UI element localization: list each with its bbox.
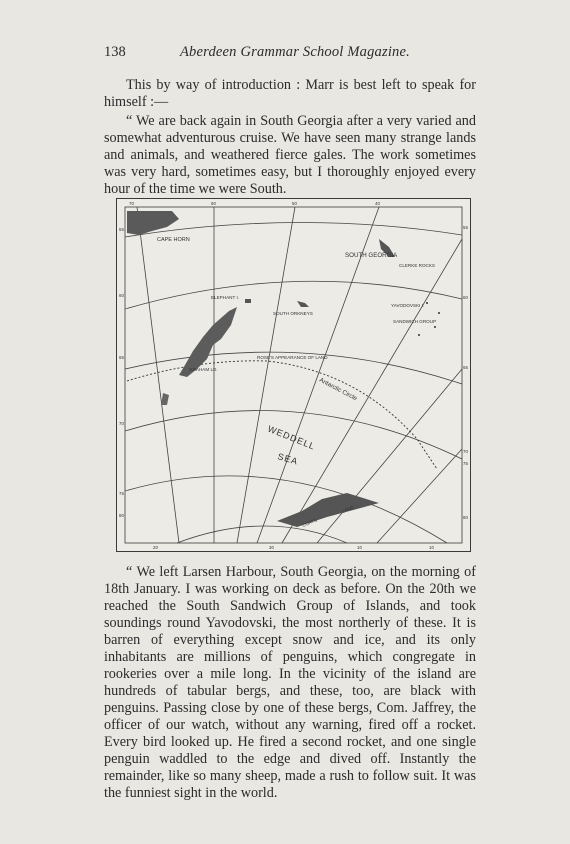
- label-graham-land: GRAHAM LD.: [189, 367, 218, 372]
- deg-right-4: 70: [463, 449, 468, 454]
- deg-right-2: 60: [463, 295, 468, 300]
- deg-top-2: 60: [211, 201, 216, 206]
- label-south-georgia: SOUTH GEORGIA: [345, 252, 398, 259]
- label-coats: COATS: [301, 517, 318, 528]
- label-elephant: ELEPHANT I.: [211, 295, 239, 300]
- label-clerke-rocks: CLERKE ROCKS: [399, 263, 435, 268]
- label-land: LAND: [341, 504, 355, 514]
- cape-horn-land: [127, 211, 179, 235]
- meridian-3: [237, 207, 295, 543]
- quote-2-text: “ We left Larsen Harbour, South Georgia, on the morning of 18th January. I was working on deck as before. On the 20th we reached the South Sandwich Group of Islands, and took soundings round Yavodovski, the most northerly of these. It is barren of everything except snow and ice, and its only inhabitants are millions of penguins, which congregate in rookeries over a mile long. In the vicinity of the island are hundreds of tabular bergs, and these, too, are black with penguins. Passing close by one of these bergs, Com. Jaffrey, the officer of our watch, without any warning, fired off a rocket. Every bird looked up. He fired a second rocket, and one single penguin waddled to the edge and dived off. Instantly the remainder, like so many sheep, made a rush to follow suit. It was the funniest sight in the world.: [104, 564, 476, 801]
- label-yavodovski: YAVODOVSKI I.: [391, 303, 425, 308]
- deg-left-4: 70: [119, 421, 124, 426]
- deg-right-3: 65: [463, 365, 468, 370]
- deg-bottom-1: 20: [153, 545, 158, 550]
- map-drawing: [117, 199, 470, 551]
- quote-1-text: “ We are back again in South Georgia after a very varied and somewhat adventurous cruise. We have seen many strange lands and animals, and weathered fierce gales. The work sometimes was very hard, sometimes easy, but I thoroughly enjoyed every hour of the time we were South.: [104, 113, 476, 197]
- deg-left-6: 80: [119, 513, 124, 518]
- antarctic-map: [116, 198, 471, 552]
- page-number: 138: [104, 44, 126, 60]
- deg-top-1: 70: [129, 201, 134, 206]
- deg-top-4: 40: [375, 201, 380, 206]
- latitude-lines: [125, 222, 462, 543]
- map-inner-frame: [125, 207, 462, 543]
- meridian-6: [317, 369, 462, 543]
- meridian-5: [282, 239, 462, 543]
- lat-55: [125, 222, 462, 237]
- deg-left-1: 55: [119, 227, 124, 232]
- south-orkneys-land: [297, 301, 309, 307]
- meridian-7: [377, 449, 462, 543]
- deg-left-2: 60: [119, 293, 124, 298]
- graham-land-islet: [161, 393, 169, 405]
- deg-bottom-3: 10: [357, 545, 362, 550]
- quote-paragraph-1: [104, 113, 476, 198]
- lat-75: [125, 476, 447, 543]
- deg-bottom-4: 10: [429, 545, 434, 550]
- deg-left-5: 75: [119, 491, 124, 496]
- label-cape-horn: CAPE HORN: [157, 237, 190, 243]
- deg-right-6: 80: [463, 515, 468, 520]
- coats-land: [277, 493, 379, 527]
- deg-bottom-2: 30: [269, 545, 274, 550]
- meridian-1: [137, 207, 179, 543]
- elephant-island-land: [245, 299, 251, 303]
- label-antarctic-circle: Antarctic Circle: [318, 376, 359, 403]
- intro-text: This by way of introduction : Marr is best left to speak for himself :—: [104, 77, 476, 110]
- deg-right-1: 55: [463, 225, 468, 230]
- deg-right-5: 75: [463, 461, 468, 466]
- deg-top-3: 50: [292, 201, 297, 206]
- running-title: Aberdeen Grammar School Magazine.: [180, 44, 410, 60]
- deg-left-3: 65: [119, 355, 124, 360]
- label-weddell: WEDDELL: [266, 423, 317, 452]
- label-roses-land: ROSE'S APPEARANCE OF LAND: [257, 355, 328, 360]
- intro-paragraph: [104, 77, 476, 111]
- label-sandwich-group: SANDWICH GROUP: [393, 319, 437, 324]
- label-south-orkneys: SOUTH ORKNEYS: [273, 311, 313, 316]
- label-sea: SEA: [276, 451, 300, 467]
- quote-paragraph-2: [104, 564, 476, 802]
